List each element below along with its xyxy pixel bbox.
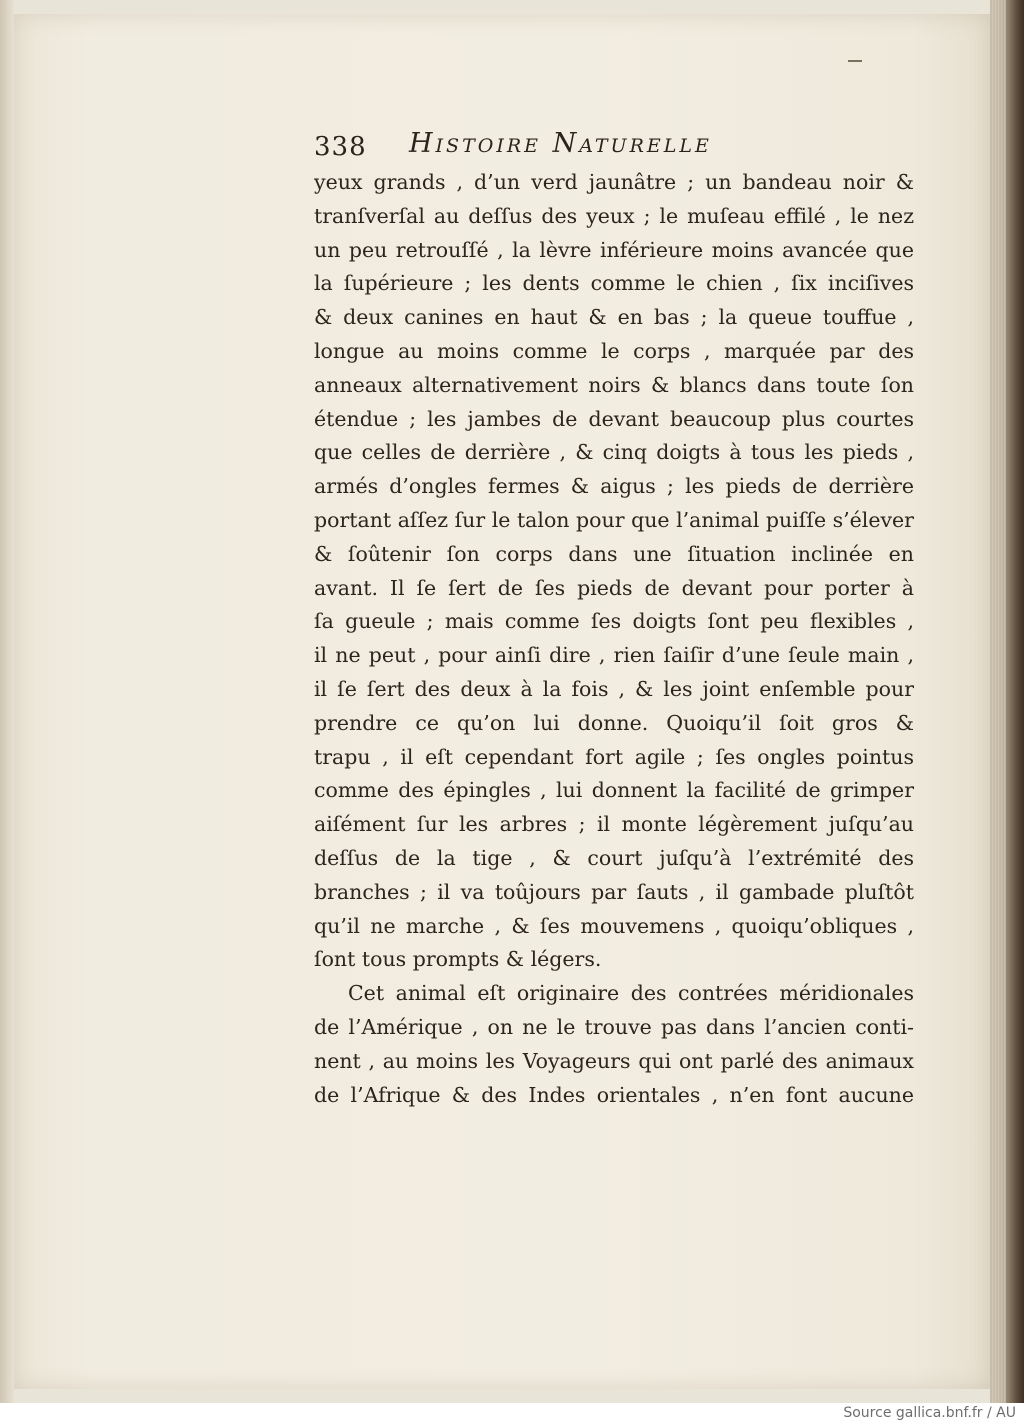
text-line: comme des épingles , lui donnent la facilité de grimper: [314, 778, 914, 803]
text-line: qu’il ne marche , & ſes mouvemens , quoiqu’obliques ,: [314, 913, 914, 938]
text-line: étendue ; les jambes de devant beaucoup plus courtes: [314, 406, 914, 431]
text-line: trapu , il eſt cependant fort agile ; ſes ongles pointus: [314, 744, 914, 769]
text-line: portant aſſez ſur le talon pour que l’animal puiſſe s’élever: [314, 507, 914, 532]
text-line: il ſe ſert des deux à la fois , & les joint enſemble pour: [314, 676, 914, 701]
body-text: [314, 166, 914, 1112]
text-line: il ne peut , pour ainſi dire , rien ſaiſir d’une ſeule main ,: [314, 643, 914, 668]
source-footer: [0, 1403, 1024, 1427]
text-line: nent , au moins les Voyageurs qui ont parlé des animaux: [314, 1048, 914, 1073]
text-line: prendre ce qu’on lui donne. Quoiqu’il ſoit gros &: [314, 710, 914, 735]
paragraph: [314, 977, 914, 1112]
page-edges-stack: [992, 0, 1006, 1403]
text-line: un peu retrouſſé , la lèvre inférieure moins avancée que: [314, 237, 914, 262]
text-line: ſa gueule ; mais comme ſes doigts ſont peu flexibles ,: [314, 609, 914, 634]
text-line: & ſoûtenir ſon corps dans une ſituation inclinée en: [314, 541, 914, 566]
binding-shadow: [0, 0, 14, 1403]
text-line: & deux canines en haut & en bas ; la queue touffue ,: [314, 305, 914, 330]
text-line: la ſupérieure ; les dents comme le chien , ſix inciſives: [314, 271, 914, 296]
text-line: de l’Afrique & des Indes orientales , n’en font aucune: [314, 1082, 914, 1107]
source-credit: Source gallica.bnf.fr / AU: [843, 1405, 1016, 1421]
text-line: anneaux alternativement noirs & blancs dans toute ſon: [314, 372, 914, 397]
text-line: avant. Il ſe ſert de ſes pieds de devant pour porter à: [314, 575, 914, 600]
ink-mark: [848, 60, 862, 62]
text-line: que celles de derrière , & cinq doigts à tous les pieds ,: [314, 440, 914, 465]
page-edge: [990, 0, 1024, 1403]
text-line: branches ; il va toûjours par ſauts , il gambade pluſtôt: [314, 879, 914, 904]
text-line: de l’Amérique , on ne le trouve pas dans l’ancien conti-: [314, 1014, 914, 1039]
running-head: Histoire Naturelle: [409, 128, 712, 159]
text-line: aiſément ſur les arbres ; il monte légèrement juſqu’au: [314, 812, 914, 837]
text-line: tranſverſal au deſſus des yeux ; le muſeau effilé , le nez: [314, 203, 914, 228]
text-line: yeux grands , d’un verd jaunâtre ; un bandeau noir &: [314, 170, 914, 194]
text-line: deſſus de la tige , & court juſqu’à l’extrémité des: [314, 845, 914, 870]
text-line: longue au moins comme le corps , marquée par des: [314, 338, 914, 363]
page-header: [314, 128, 914, 168]
page-number: 338: [314, 132, 367, 162]
text-line: armés d’ongles fermes & aigus ; les pieds de derrière: [314, 474, 914, 499]
text-line: Cet animal eſt originaire des contrées méridionales: [348, 981, 914, 1006]
text-line: ſont tous prompts & légers.: [314, 947, 602, 972]
paragraph: [314, 166, 914, 977]
